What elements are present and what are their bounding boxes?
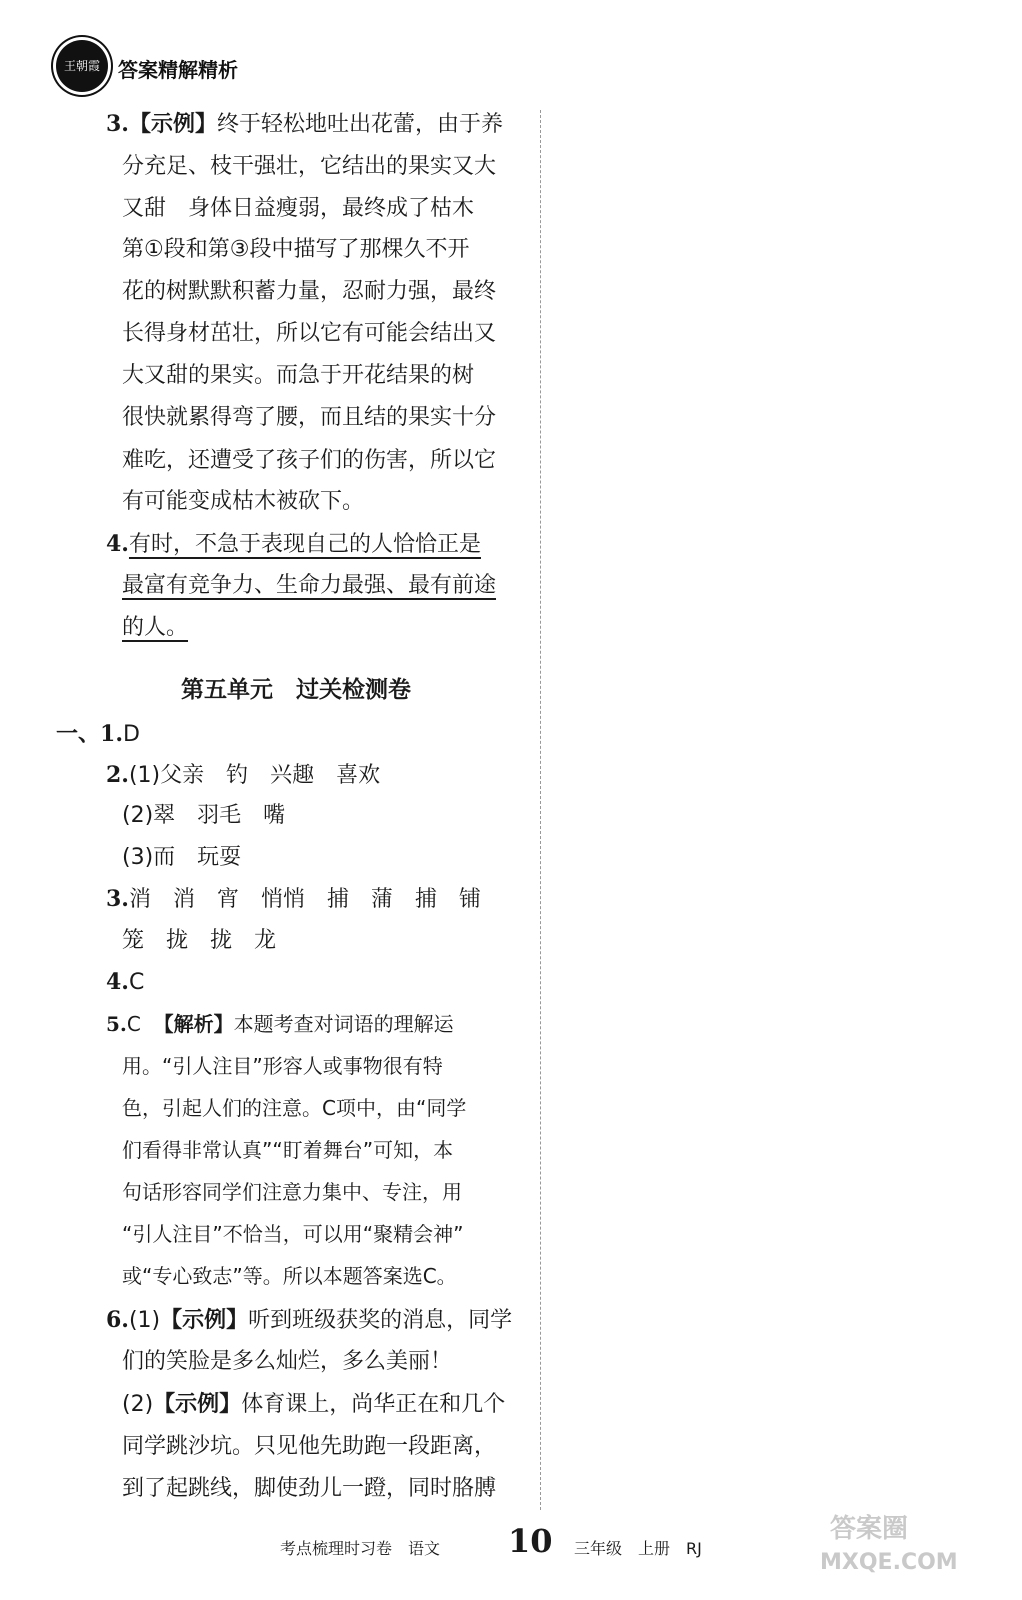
q4-line: 的人。 xyxy=(122,615,189,640)
a2-line: (2)翠 羽毛 嘴 xyxy=(122,803,286,828)
page-header xyxy=(56,40,356,100)
a3-line: 笼 拢 拢 龙 xyxy=(122,928,277,953)
a5-line: 句话形容同学们注意力集中、专注，用 xyxy=(122,1180,462,1204)
q3-line: 大又甜的果实。而急于开花结果的树 xyxy=(122,363,475,388)
a6-line: 们的笑脸是多么灿烂，多么美丽！ xyxy=(122,1349,453,1374)
a3-line: 3.消 消 宵 悄悄 捕 蒲 捕 铺 xyxy=(106,886,481,912)
watermark-url: MXQE.COM xyxy=(820,1550,958,1575)
a5-line: 用。“引人注目”形容人或事物很有特 xyxy=(122,1054,443,1078)
q3-line: 有可能变成枯木被砍下。 xyxy=(122,489,365,514)
page-number: 10 xyxy=(508,1522,553,1560)
a5-line: 们看得非常认真”“盯着舞台”可知，本 xyxy=(122,1138,454,1162)
q4-line: 4.有时，不急于表现自己的人恰恰正是 xyxy=(106,531,481,557)
footer-book-title: 考点梳理时习卷 语文 xyxy=(280,1539,441,1558)
a5-line: “引人注目”不恰当，可以用“聚精会神” xyxy=(122,1222,464,1246)
q3-line: 长得身材茁壮，所以它有可能会结出又 xyxy=(122,321,497,346)
a4-line: 4.C xyxy=(106,969,145,995)
q3-line: 难吃，还遭受了孩子们的伤害，所以它 xyxy=(122,448,497,473)
a2-line: (3)而 玩耍 xyxy=(122,845,242,870)
watermark-logo: 答案圈 xyxy=(830,1514,909,1544)
a5-line: 或“专心致志”等。所以本题答案选C。 xyxy=(122,1264,457,1288)
a5-line: 5.C 【解析】本题考查对词语的理解运 xyxy=(106,1012,454,1036)
q3-line: 花的树默默积蓄力量，忍耐力强，最终 xyxy=(122,279,497,304)
q3-line: 分充足、枝干强壮，它结出的果实又大 xyxy=(122,154,497,179)
q3-line: 第①段和第③段中描写了那棵久不开 xyxy=(122,237,470,262)
column-divider xyxy=(540,110,541,1510)
a6-line: 同学跳沙坑。只见他先助跑一段距离， xyxy=(122,1434,497,1459)
unit-title: 第五单元 过关检测卷 xyxy=(181,677,411,703)
a5-line: 色，引起人们的注意。C项中，由“同学 xyxy=(122,1096,467,1120)
a6-line: (2)【示例】体育课上，尚华正在和几个 xyxy=(122,1392,506,1417)
header-title: 答案精解精析 xyxy=(118,58,238,82)
publisher-logo: 王朝霞 xyxy=(56,40,108,92)
footer-grade: 三年级 上册 RJ xyxy=(574,1539,702,1558)
q4-line: 最富有竞争力、生命力最强、最有前途 xyxy=(122,573,497,598)
q3-line: 3.【示例】终于轻松地吐出花蕾，由于养 xyxy=(106,111,503,137)
a2-line: 2.(1)父亲 钓 兴趣 喜欢 xyxy=(106,762,381,788)
a1-line: 一、1.D xyxy=(56,721,140,747)
a6-line: 6.(1)【示例】听到班级获奖的消息，同学 xyxy=(106,1307,513,1333)
a6-line: 到了起跳线，脚使劲儿一蹬，同时胳膊 xyxy=(122,1476,497,1501)
q3-line: 很快就累得弯了腰，而且结的果实十分 xyxy=(122,405,497,430)
q3-line: 又甜 身体日益瘦弱，最终成了枯木 xyxy=(122,196,475,221)
